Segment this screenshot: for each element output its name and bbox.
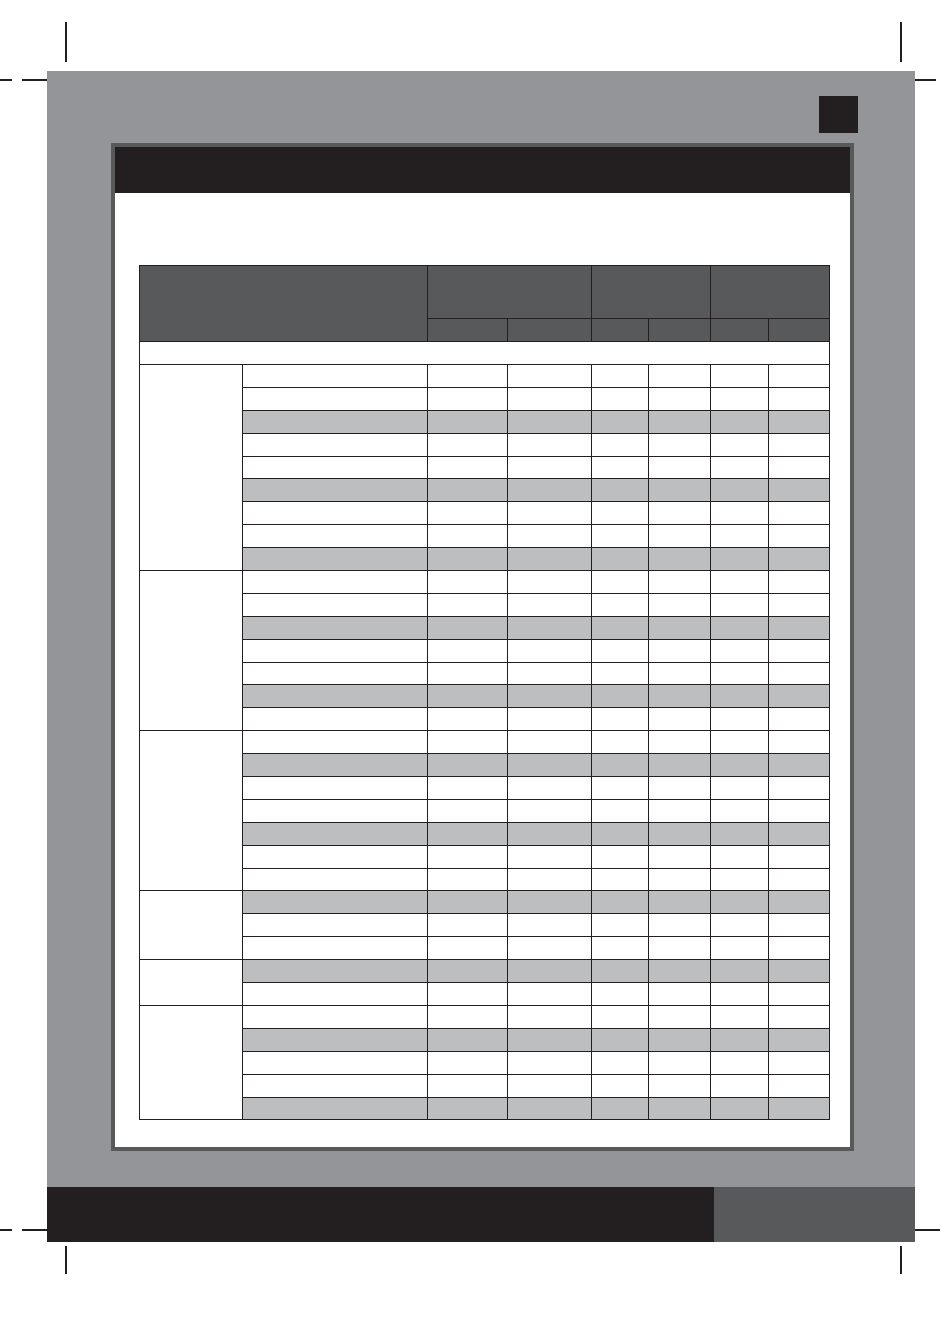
- value-cell: [428, 502, 508, 525]
- footer-tab: [714, 1187, 915, 1242]
- value-cell: [592, 433, 649, 456]
- value-cell: [769, 502, 830, 525]
- value-cell: [649, 799, 711, 822]
- value-cell: [649, 708, 711, 731]
- value-cell: [711, 868, 769, 891]
- value-cell: [592, 639, 649, 662]
- value-cell: [508, 1005, 592, 1028]
- value-cell: [592, 1074, 649, 1097]
- row-group-label: [140, 891, 243, 960]
- row-label-cell: [243, 1097, 428, 1120]
- value-cell: [508, 891, 592, 914]
- value-cell: [711, 662, 769, 685]
- row-label-cell: [243, 708, 428, 731]
- row-label-cell: [243, 410, 428, 433]
- value-cell: [428, 845, 508, 868]
- page-number-block: [819, 96, 858, 133]
- row-label-cell: [243, 662, 428, 685]
- value-cell: [428, 685, 508, 708]
- row-label-cell: [243, 731, 428, 754]
- table-row: [140, 960, 830, 983]
- column-subheader: [592, 319, 649, 342]
- value-cell: [508, 845, 592, 868]
- value-cell: [592, 662, 649, 685]
- table-row: [140, 662, 830, 685]
- value-cell: [769, 1028, 830, 1051]
- value-cell: [428, 960, 508, 983]
- row-label-cell: [243, 868, 428, 891]
- value-cell: [508, 662, 592, 685]
- row-label-cell: [243, 914, 428, 937]
- row-label-cell: [243, 960, 428, 983]
- table-row: [140, 410, 830, 433]
- value-cell: [508, 937, 592, 960]
- value-cell: [592, 777, 649, 800]
- value-cell: [592, 1097, 649, 1120]
- row-group-label: [140, 960, 243, 1006]
- table-row: [140, 937, 830, 960]
- table-row: [140, 799, 830, 822]
- value-cell: [649, 777, 711, 800]
- value-cell: [428, 777, 508, 800]
- value-cell: [592, 868, 649, 891]
- value-cell: [769, 479, 830, 502]
- value-cell: [508, 571, 592, 594]
- value-cell: [711, 639, 769, 662]
- row-label-cell: [243, 937, 428, 960]
- table-row: [140, 548, 830, 571]
- column-subheader: [711, 319, 769, 342]
- value-cell: [592, 571, 649, 594]
- value-cell: [592, 960, 649, 983]
- value-cell: [711, 754, 769, 777]
- value-cell: [711, 593, 769, 616]
- value-cell: [508, 799, 592, 822]
- row-label-cell: [243, 685, 428, 708]
- value-cell: [508, 548, 592, 571]
- section-label-row: [140, 342, 830, 365]
- value-cell: [649, 456, 711, 479]
- value-cell: [649, 365, 711, 388]
- value-cell: [649, 754, 711, 777]
- row-label-cell: [243, 365, 428, 388]
- value-cell: [769, 365, 830, 388]
- table-row: [140, 1005, 830, 1028]
- row-label-cell: [243, 845, 428, 868]
- row-label-cell: [243, 387, 428, 410]
- column-subheader: [649, 319, 711, 342]
- value-cell: [508, 868, 592, 891]
- value-cell: [592, 548, 649, 571]
- row-label-cell: [243, 433, 428, 456]
- value-cell: [649, 593, 711, 616]
- specifications-table: [139, 265, 830, 1120]
- table-row: [140, 983, 830, 1006]
- value-cell: [592, 1005, 649, 1028]
- row-label-cell: [243, 502, 428, 525]
- value-cell: [769, 548, 830, 571]
- value-cell: [592, 479, 649, 502]
- value-cell: [508, 502, 592, 525]
- value-cell: [711, 960, 769, 983]
- value-cell: [711, 365, 769, 388]
- value-cell: [508, 960, 592, 983]
- value-cell: [428, 799, 508, 822]
- row-label-cell: [243, 1074, 428, 1097]
- column-subheader: [769, 319, 830, 342]
- value-cell: [428, 754, 508, 777]
- value-cell: [428, 891, 508, 914]
- table-row: [140, 387, 830, 410]
- value-cell: [592, 754, 649, 777]
- table-row: [140, 593, 830, 616]
- row-label-cell: [243, 1028, 428, 1051]
- value-cell: [592, 937, 649, 960]
- row-group-label: [140, 731, 243, 891]
- column-group-header-3: [711, 266, 830, 319]
- value-cell: [428, 593, 508, 616]
- value-cell: [428, 616, 508, 639]
- value-cell: [508, 387, 592, 410]
- value-cell: [592, 708, 649, 731]
- value-cell: [649, 387, 711, 410]
- value-cell: [508, 1028, 592, 1051]
- table-row: [140, 639, 830, 662]
- value-cell: [769, 433, 830, 456]
- value-cell: [592, 822, 649, 845]
- value-cell: [711, 983, 769, 1006]
- value-cell: [769, 960, 830, 983]
- row-label-cell: [243, 616, 428, 639]
- table-row: [140, 616, 830, 639]
- value-cell: [428, 662, 508, 685]
- value-cell: [508, 593, 592, 616]
- value-cell: [769, 387, 830, 410]
- value-cell: [428, 365, 508, 388]
- value-cell: [592, 1028, 649, 1051]
- table-row: [140, 891, 830, 914]
- table-row: [140, 502, 830, 525]
- footer-bar: [47, 1187, 714, 1242]
- value-cell: [649, 868, 711, 891]
- value-cell: [711, 891, 769, 914]
- value-cell: [649, 433, 711, 456]
- value-cell: [428, 525, 508, 548]
- table-row: [140, 1051, 830, 1074]
- value-cell: [428, 937, 508, 960]
- value-cell: [711, 937, 769, 960]
- value-cell: [711, 845, 769, 868]
- value-cell: [592, 616, 649, 639]
- table-row: [140, 571, 830, 594]
- value-cell: [769, 410, 830, 433]
- value-cell: [428, 708, 508, 731]
- value-cell: [649, 616, 711, 639]
- value-cell: [649, 731, 711, 754]
- column-group-header-1: [428, 266, 592, 319]
- row-header-corner: [140, 266, 428, 342]
- crop-mark-bottom-left-h2: [0, 1229, 12, 1231]
- value-cell: [428, 571, 508, 594]
- value-cell: [649, 410, 711, 433]
- value-cell: [592, 456, 649, 479]
- value-cell: [592, 731, 649, 754]
- value-cell: [649, 891, 711, 914]
- value-cell: [711, 914, 769, 937]
- table-row: [140, 365, 830, 388]
- value-cell: [508, 822, 592, 845]
- value-cell: [508, 433, 592, 456]
- column-subheader: [508, 319, 592, 342]
- value-cell: [711, 433, 769, 456]
- crop-mark-bottom-right-v: [900, 1246, 902, 1274]
- value-cell: [769, 822, 830, 845]
- value-cell: [508, 731, 592, 754]
- table-row: [140, 914, 830, 937]
- value-cell: [711, 1074, 769, 1097]
- value-cell: [769, 685, 830, 708]
- value-cell: [649, 914, 711, 937]
- value-cell: [649, 1005, 711, 1028]
- value-cell: [711, 777, 769, 800]
- value-cell: [711, 685, 769, 708]
- value-cell: [508, 365, 592, 388]
- value-cell: [592, 525, 649, 548]
- value-cell: [592, 914, 649, 937]
- table-row: [140, 456, 830, 479]
- value-cell: [769, 639, 830, 662]
- value-cell: [428, 1097, 508, 1120]
- value-cell: [428, 639, 508, 662]
- value-cell: [649, 685, 711, 708]
- value-cell: [769, 1097, 830, 1120]
- row-label-cell: [243, 891, 428, 914]
- row-label-cell: [243, 1005, 428, 1028]
- row-label-cell: [243, 548, 428, 571]
- value-cell: [769, 456, 830, 479]
- row-label-cell: [243, 571, 428, 594]
- row-group-label: [140, 1005, 243, 1119]
- value-cell: [649, 525, 711, 548]
- value-cell: [711, 1005, 769, 1028]
- value-cell: [769, 1074, 830, 1097]
- row-label-cell: [243, 1051, 428, 1074]
- value-cell: [592, 891, 649, 914]
- column-subheader: [428, 319, 508, 342]
- value-cell: [769, 731, 830, 754]
- value-cell: [649, 937, 711, 960]
- value-cell: [769, 983, 830, 1006]
- crop-mark-bottom-left-h: [22, 1229, 47, 1231]
- value-cell: [592, 685, 649, 708]
- value-cell: [508, 1074, 592, 1097]
- crop-mark-bottom-right-h: [915, 1229, 940, 1231]
- value-cell: [508, 685, 592, 708]
- value-cell: [428, 410, 508, 433]
- value-cell: [508, 410, 592, 433]
- value-cell: [649, 479, 711, 502]
- value-cell: [508, 616, 592, 639]
- value-cell: [508, 914, 592, 937]
- value-cell: [428, 1074, 508, 1097]
- row-label-cell: [243, 525, 428, 548]
- value-cell: [592, 365, 649, 388]
- value-cell: [649, 502, 711, 525]
- crop-mark-top-left-v: [65, 22, 67, 62]
- value-cell: [508, 983, 592, 1006]
- value-cell: [508, 456, 592, 479]
- value-cell: [649, 571, 711, 594]
- value-cell: [592, 1051, 649, 1074]
- value-cell: [711, 456, 769, 479]
- column-group-header-2: [592, 266, 711, 319]
- table-row: [140, 433, 830, 456]
- value-cell: [428, 479, 508, 502]
- crop-mark-top-left-h2: [0, 79, 12, 81]
- row-label-cell: [243, 479, 428, 502]
- row-group-label: [140, 365, 243, 571]
- value-cell: [428, 1051, 508, 1074]
- row-label-cell: [243, 777, 428, 800]
- table-row: [140, 525, 830, 548]
- value-cell: [769, 1051, 830, 1074]
- value-cell: [508, 639, 592, 662]
- crop-mark-top-right-v: [900, 22, 902, 62]
- table-row: [140, 685, 830, 708]
- table-row: [140, 1028, 830, 1051]
- value-cell: [711, 1097, 769, 1120]
- value-cell: [769, 662, 830, 685]
- table-row: [140, 708, 830, 731]
- value-cell: [769, 914, 830, 937]
- value-cell: [769, 937, 830, 960]
- value-cell: [711, 799, 769, 822]
- value-cell: [649, 960, 711, 983]
- value-cell: [769, 708, 830, 731]
- value-cell: [649, 639, 711, 662]
- row-label-cell: [243, 822, 428, 845]
- value-cell: [592, 410, 649, 433]
- row-label-cell: [243, 799, 428, 822]
- value-cell: [649, 822, 711, 845]
- value-cell: [769, 799, 830, 822]
- value-cell: [508, 525, 592, 548]
- value-cell: [649, 845, 711, 868]
- section-title-bar: [115, 147, 850, 193]
- value-cell: [711, 571, 769, 594]
- value-cell: [711, 731, 769, 754]
- value-cell: [711, 479, 769, 502]
- value-cell: [428, 433, 508, 456]
- value-cell: [428, 548, 508, 571]
- table-row: [140, 822, 830, 845]
- table-row: [140, 731, 830, 754]
- value-cell: [769, 845, 830, 868]
- value-cell: [769, 525, 830, 548]
- value-cell: [649, 1097, 711, 1120]
- row-label-cell: [243, 456, 428, 479]
- value-cell: [592, 502, 649, 525]
- value-cell: [428, 822, 508, 845]
- value-cell: [508, 777, 592, 800]
- value-cell: [711, 1051, 769, 1074]
- row-group-label: [140, 571, 243, 731]
- value-cell: [428, 387, 508, 410]
- value-cell: [769, 868, 830, 891]
- value-cell: [508, 479, 592, 502]
- value-cell: [592, 845, 649, 868]
- table-row: [140, 777, 830, 800]
- value-cell: [711, 1028, 769, 1051]
- value-cell: [769, 754, 830, 777]
- row-label-cell: [243, 754, 428, 777]
- value-cell: [711, 502, 769, 525]
- value-cell: [428, 1005, 508, 1028]
- value-cell: [769, 777, 830, 800]
- crop-mark-bottom-left-v: [65, 1246, 67, 1274]
- row-label-cell: [243, 593, 428, 616]
- table-row: [140, 868, 830, 891]
- value-cell: [711, 410, 769, 433]
- value-cell: [428, 983, 508, 1006]
- value-cell: [711, 525, 769, 548]
- table-row: [140, 845, 830, 868]
- value-cell: [711, 616, 769, 639]
- table-row: [140, 754, 830, 777]
- value-cell: [428, 456, 508, 479]
- value-cell: [649, 983, 711, 1006]
- value-cell: [428, 914, 508, 937]
- value-cell: [592, 593, 649, 616]
- value-cell: [592, 983, 649, 1006]
- value-cell: [769, 891, 830, 914]
- value-cell: [592, 387, 649, 410]
- value-cell: [769, 571, 830, 594]
- value-cell: [769, 1005, 830, 1028]
- row-label-cell: [243, 983, 428, 1006]
- value-cell: [649, 1074, 711, 1097]
- value-cell: [428, 868, 508, 891]
- value-cell: [428, 1028, 508, 1051]
- value-cell: [769, 593, 830, 616]
- value-cell: [649, 1028, 711, 1051]
- value-cell: [769, 616, 830, 639]
- value-cell: [649, 662, 711, 685]
- value-cell: [428, 731, 508, 754]
- table-row: [140, 1097, 830, 1120]
- value-cell: [508, 1051, 592, 1074]
- value-cell: [508, 754, 592, 777]
- value-cell: [711, 708, 769, 731]
- value-cell: [508, 1097, 592, 1120]
- table-row: [140, 1074, 830, 1097]
- table-row: [140, 479, 830, 502]
- row-label-cell: [243, 639, 428, 662]
- value-cell: [711, 822, 769, 845]
- value-cell: [592, 799, 649, 822]
- value-cell: [711, 548, 769, 571]
- value-cell: [508, 708, 592, 731]
- value-cell: [711, 387, 769, 410]
- value-cell: [649, 548, 711, 571]
- value-cell: [649, 1051, 711, 1074]
